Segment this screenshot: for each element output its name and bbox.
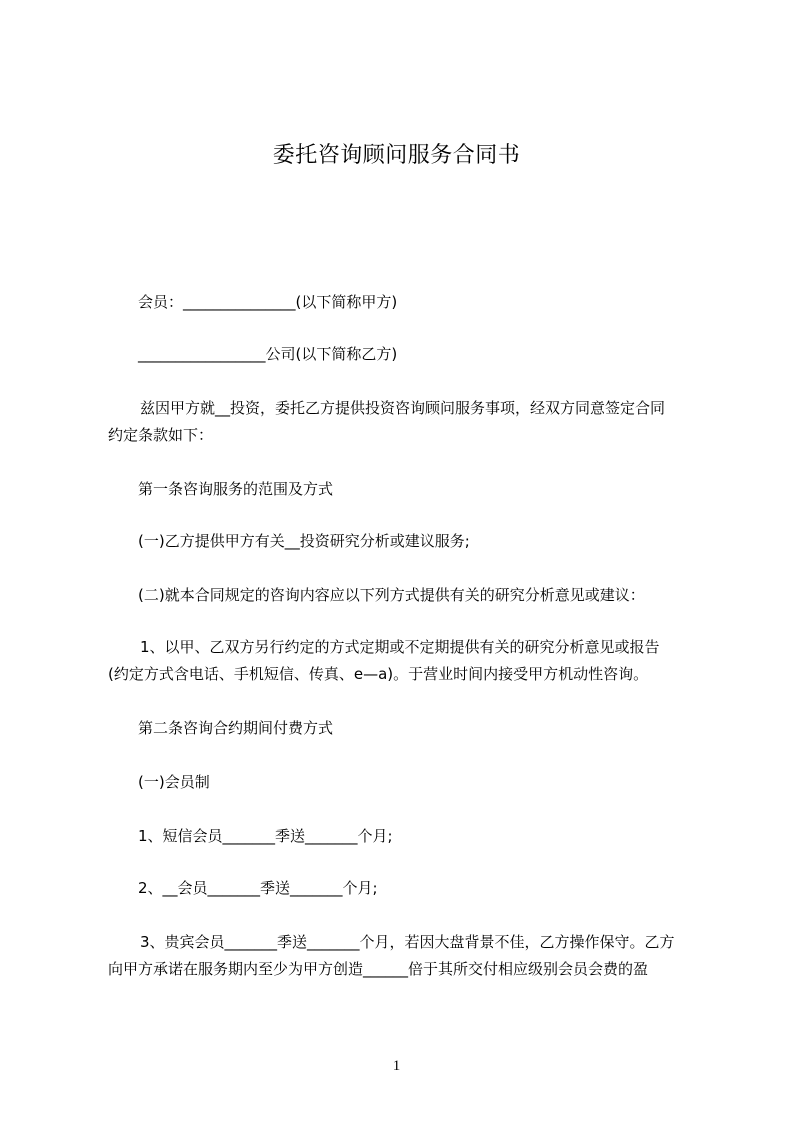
article-2-heading: 第二条咨询合约期间付费方式 [138,719,334,737]
article-1-clause-2: (二)就本合同规定的咨询内容应以下列方式提供有关的研究分析意见或建议： [138,586,645,604]
membership-item-2: 2、__会员_______季送_______个月; [138,879,378,897]
article-1-clause-1: (一)乙方提供甲方有关__投资研究分析或建议服务; [138,532,470,550]
membership-item-3-line-1: 3、贵宾会员_______季送_______个月，若因大盘背景不佳，乙方操作保守。乙方 [140,933,675,951]
article-1-heading: 第一条咨询服务的范围及方式 [138,480,334,498]
party-a-line: 会员：_______________(以下简称甲方) [138,293,398,311]
document-title: 委托咨询顾问服务合同书 [272,143,521,168]
membership-item-1: 1、短信会员_______季送_______个月; [138,827,393,845]
preamble-line-1: 兹因甲方就__投资，委托乙方提供投资咨询顾问服务事项，经双方同意签定合同 [140,399,666,417]
preamble-line-2: 约定条款如下： [108,426,214,444]
membership-item-3-line-2: 向甲方承诺在服务期内至少为甲方创造______倍于其所交付相应级别会员会费的盈 [108,960,649,978]
article-2-clause-1: (一)会员制 [138,773,210,791]
article-1-item-1-line-1: 1、以甲、乙双方另行约定的方式定期或不定期提供有关的研究分析意见或报告 [140,638,660,656]
article-1-item-1-line-2: (约定方式含电话、手机短信、传真、e—a)。于营业时间内接受甲方机动性咨询。 [108,665,649,683]
party-b-line: _________________公司(以下简称乙方) [138,345,398,363]
page-number: 1 [392,1058,401,1074]
